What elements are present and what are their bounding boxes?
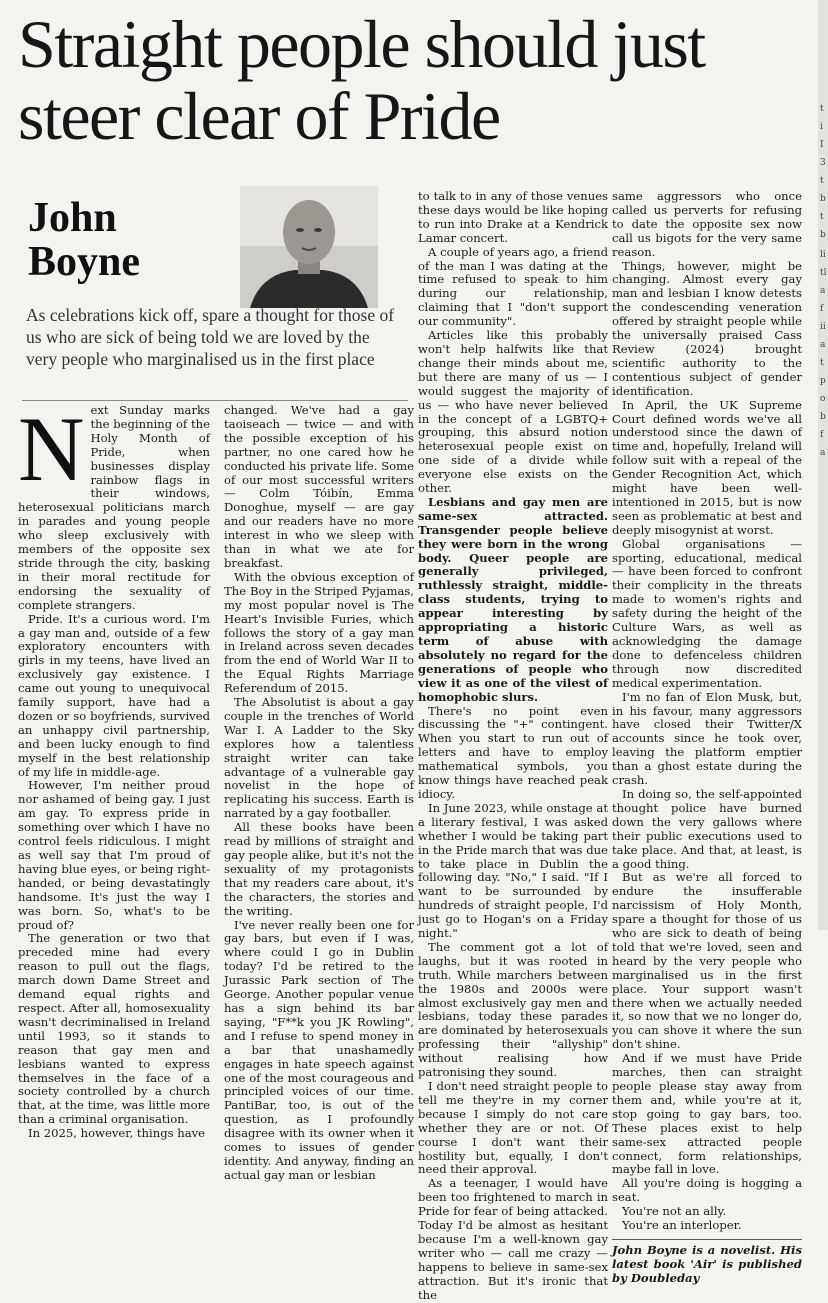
article-column-3 [418, 190, 608, 1303]
standfirst: As celebrations kick off, spare a thought for those of us who are sick of being told we are loved by the very people who marginalised us in the first place [26, 305, 395, 369]
article-column-2 [224, 404, 414, 1183]
edge-letter: a [820, 340, 826, 350]
edge-letter: I [820, 140, 824, 150]
paragraph: Articles like this probably won't help halfwits like that change their minds about me, but there are many of us — I would suggest the majority of us — who have never believed in the concept of a LGBTQ+ grouping, this absurd notion heterosexual people exist on one side of a divide while everyone else exists on the other. [418, 328, 608, 496]
paragraph: In June 2023, while onstage at a literary festival, I was asked whether I would be taking part in the Pride march that was due to take place in Dublin the following day. "No," I said. "If I want to be surrounded by hundreds of straight people, I'd just go to Hogan's on a Friday night." [418, 800, 608, 941]
paragraph: And if we must have Pride marches, then can straight people please stay away from them and, while you're at it, stop going to gay bars, too. These places exist to help same-sex attracted people connect, form relationships, maybe fall in love. [612, 1051, 802, 1177]
paragraph: You're not an ally. [622, 1204, 727, 1219]
drop-cap: N [18, 398, 85, 500]
paragraph: Things, however, might be changing. Almost every gay man and lesbian I know detests the condescending veneration offered by straight people while the universally praised Cass Review (2024) brought scientific authority to the contentious subject of gender identification. [612, 258, 802, 398]
article-column-4 [612, 190, 802, 1286]
paragraph: As a teenager, I would have been too frightened to march in Pride for fear of being attacked. Today I'd be almost as hesitant because I'm a well-known gay writer who — call me crazy — happens to believe in same-sex attraction. But it's ironic that the [418, 1176, 608, 1302]
paragraph: I'm no fan of Elon Musk, but, in his favour, many aggressors have closed their Twitter/X accounts since he took over, leaving the platform emptier than a ghost estate during the crash. [612, 689, 802, 788]
edge-letter: li [820, 250, 826, 260]
paragraph: Lesbians and gay men are same-sex attracted. Transgender people believe they were born in the wrong body. Queer people are generally privileged, ruthlessly straight, middle-class students, trying to appear interesting by appropriating a historic term of abuse with absolutely no regard for the generations of people who view it as one of the vilest of homophobic slurs. [418, 494, 608, 704]
paragraph: All you're doing is hogging a seat. [612, 1176, 802, 1205]
edge-letter: tl [820, 268, 827, 278]
paragraph: The comment got a lot of laughs, but it was rooted in truth. While marchers between the 1980s and 2000s were almost exclusively gay men and lesbians, today these parades are dominated by heterosexuals professing their "allyship" without realising how patronising they sound. [418, 939, 608, 1080]
headline: Straight people should just steer clear of Pride [18, 6, 705, 154]
paragraph: But as we're all forced to endure the insufferable narcissism of Holy Month, spare a thought for those of us who are sick to death of being told that we're loved, seen and heard by the very people who marginalised us in the first place. Your support wasn't there when we actually needed it, so now that we no longer do, you can shove it where the sun don't shine. [612, 870, 802, 1052]
paragraph: ext Sunday marks the beginning of the Holy Month of Pride, when businesses display rainbow flags in their windows, heterosexual politicians march in parades and young people who sleep exclusively with members of the opposite sex stride through the city, basking in their moral rectitude for endorsing the sexuality of complete strangers. [18, 403, 210, 612]
edge-letter: i [820, 122, 823, 132]
paragraph: However, I'm neither proud nor ashamed of being gay. I just am gay. To express pride in something over which I have no control feels ridiculous. I might as well say that I'm proud of having blue eyes, or being right-handed, or being devastatingly handsome. It's just the way I was born. So, what's to be proud of? [18, 778, 210, 932]
paragraph: You're an interloper. [622, 1218, 742, 1233]
author-first-name: John [28, 195, 117, 241]
author-tagline: John Boyne is a novelist. His latest book 'Air' is published by Doubleday [612, 1242, 802, 1285]
edge-letter: a [820, 448, 826, 458]
edge-letter: b [820, 230, 826, 240]
author-byline [28, 196, 228, 284]
article-column-1 [18, 398, 210, 1141]
tagline-rule [612, 1239, 802, 1240]
paragraph: In doing so, the self-appointed thought police have burned down the very gallows where their public executions used to take place. And that, at least, is a good thing. [612, 786, 802, 871]
edge-letter: p [820, 376, 826, 386]
paragraph: In April, the UK Supreme Court defined words we've all understood since the dawn of time and, hopefully, Ireland will follow suit with a repeal of the Gender Recognition Act, which might have been well-intentioned in 2015, but is now seen as problematic at best and deeply misogynist at worst. [612, 397, 802, 537]
paragraph: With the obvious exception of The Boy in the Striped Pyjamas, my most popular novel is The Heart's Invisible Furies, which follows the story of a gay man in Ireland across seven decades from the end of World War II to the Equal Rights Marriage Referendum of 2015. [224, 569, 414, 696]
paragraph: same aggressors who once called us perverts for refusing to date the opposite sex now call us bigots for the very same reason. [612, 189, 802, 259]
paragraph: The Absolutist is about a gay couple in the trenches of World War I. A Ladder to the Sky explores how a talentless straight writer can take advantage of a vulnerable gay novelist in the hope of replicating his success. Earth is narrated by a gay footballer. [224, 695, 414, 821]
paragraph: The generation or two that preceded mine had every reason to pull out the flags, march down Dame Street and demand equal rights and respect. After all, homosexuality wasn't decriminalised in Ireland until 1993, so it stands to reason that gay men and lesbians wanted to express themselves in the face of a society controlled by a church that, at the time, was little more than a criminal organisation. [18, 931, 210, 1127]
edge-letter: f [820, 430, 824, 440]
edge-letter: f [820, 304, 824, 314]
edge-letter: t [820, 358, 824, 368]
author-photo [240, 186, 378, 308]
paragraph: All these books have been read by millions of straight and gay people alike, but it's not the sexuality of my protagonists that my readers care about, it's the characters, the stories and the writing. [224, 820, 414, 918]
paragraph: to talk to in any of those venues these days would be like hoping to run into Drake at a Kendrick Lamar concert. [418, 189, 608, 245]
edge-letter: t [820, 104, 824, 114]
edge-letter: a [820, 286, 826, 296]
paragraph: In 2025, however, things have [28, 1126, 206, 1141]
edge-letter: t [820, 212, 824, 222]
paragraph: changed. We've had a gay taoiseach — twice — and with the possible exception of his partner, no one cared how he conducted his private life. Some of our most successful writers — Colm Tóibín, Emma Donoghue, myself — are gay and our readers have no more interest in who we sleep with than in what we ate for breakfast. [224, 403, 414, 570]
edge-letter: b [820, 194, 826, 204]
edge-letter: t [820, 176, 824, 186]
edge-letter: b [820, 412, 826, 422]
paragraph: I don't need straight people to tell me they're in my corner because I simply do not care whether they are or not. Of course I don't want their hostility but, equally, I don't need their approval. [418, 1079, 608, 1177]
edge-letter: o [820, 394, 826, 404]
paragraph: There's no point even discussing the "+" contingent. When you start to run out of letters and have to employ mathematical symbols, you know things have reached peak idiocy. [418, 703, 608, 801]
edge-letter: 3 [820, 158, 826, 168]
paragraph: Pride. It's a curious word. I'm a gay man and, outside of a few exploratory encounters with girls in my teens, have lived an exclusively gay existence. I came out young to unequivocal family support, have had a dozen or so boyfriends, survived an unhappy civil partnership, and been lucky enough to find myself in the best relationship of my life in middle-age. [18, 611, 210, 779]
paragraph: I've never really been one for gay bars, but even if I was, where could I go in Dublin today? I'd be retired to the Jurassic Park section of The George. Another popular venue has a sign behind its bar saying, "F**k you JK Rowling", and I refuse to spend money in a bar that unashamedly engages in hate speech against one of the most courageous and principled voices of our time. PantiBar, too, is out of the question, as I profoundly disagree with its owner when it comes to issues of gender identity. And anyway, finding an actual gay man or lesbian [224, 917, 414, 1182]
edge-letter: ii [820, 322, 826, 332]
paragraph: Global organisations — sporting, educational, medical — have been forced to confront their complicity in the threats made to women's rights and safety during the height of the Culture Wars, as well as acknowledging the damage done to defenceless children through now discredited medical experimentation. [612, 536, 802, 690]
author-last-name: Boyne [28, 239, 141, 285]
adjacent-page-edge [818, 0, 828, 930]
paragraph: A couple of years ago, a friend of the man I was dating at the time refused to speak to him during our relationship, claiming that I "don't support our community". [418, 244, 608, 329]
